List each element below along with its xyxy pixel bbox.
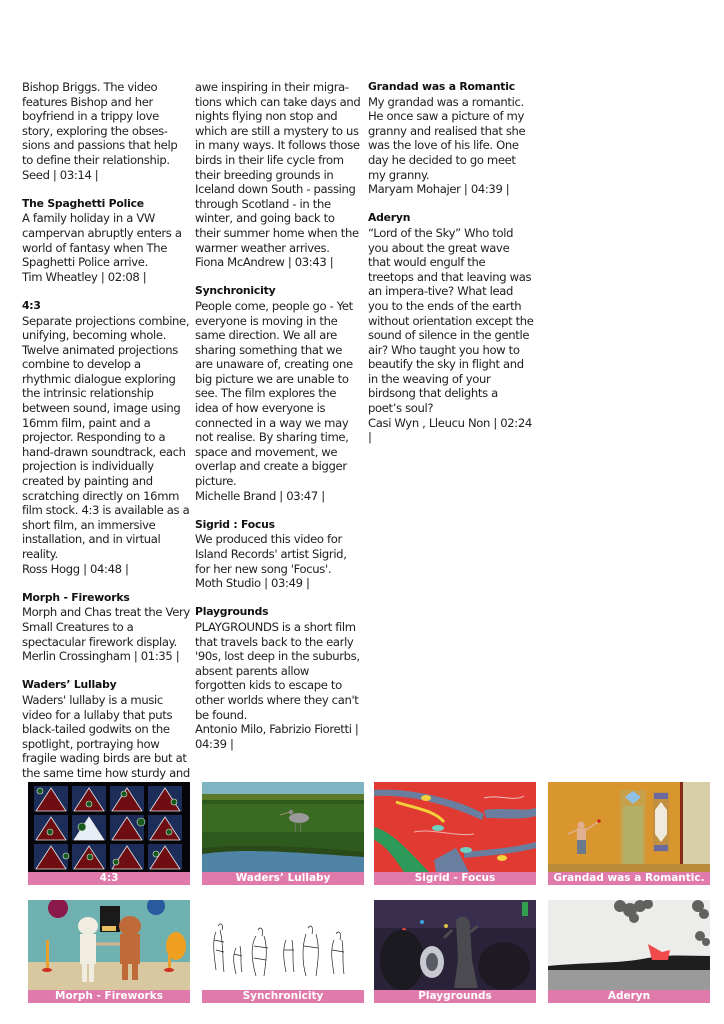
- thumbnail-synchronicity[interactable]: [202, 900, 364, 1003]
- thumbnail-image: [202, 900, 364, 990]
- thumbnail-morph-fireworks[interactable]: [28, 900, 190, 1003]
- film-entry: [22, 299, 190, 576]
- film-credit: Antonio Milo, Fabrizio Fioretti | 04:39 |: [195, 722, 359, 751]
- thumbnail-sigrid-focus[interactable]: [374, 782, 536, 885]
- text-column-1: [22, 80, 190, 795]
- film-entry: [195, 284, 361, 503]
- thumbnail-image: [548, 782, 710, 872]
- film-description: We produced this video for Island Records' artist Sigrid, for her new song 'Focus'.: [195, 532, 347, 576]
- thumbnail-label: Morph - Fireworks: [28, 990, 190, 1003]
- film-description: My grandad was a romantic. He once saw a picture of my granny and realised that she was the love of his life. One day he decided to go meet my granny.: [368, 94, 526, 182]
- film-entry: [368, 211, 534, 445]
- thumbnail-image: [28, 782, 190, 872]
- film-description: Separate projections combine, unifying, becoming whole. Twelve animated projections combine to develop a rhythmic dialogue exploring the intrinsic relationship between sound, image using 16mm film, paint and a projector. Responding to a hand-drawn soundtrack, each projection is individually created by painting and scratching directly on 16mm film stock. 4:3 is available as a short film, an immersive installation, and in virtual reality.: [22, 313, 190, 561]
- film-title: Waders’ Lullaby: [22, 678, 117, 692]
- thumbnail-playgrounds[interactable]: [374, 900, 536, 1003]
- thumbnail-label: 4:3: [28, 872, 190, 885]
- film-description: awe inspiring in their migra-tions which can take days and nights flying non stop and which are still a mystery to us in many ways. It follows those birds in their life cycle from their breeding grounds in Iceland down South - passing through Scotland - in the winter, and going back to their summer home when the warmer weather arrives.: [195, 80, 361, 255]
- film-credit: Ross Hogg | 04:48 |: [22, 561, 129, 576]
- thumbnail-label: Synchronicity: [202, 990, 364, 1003]
- film-credit: Maryam Mohajer | 04:39 |: [368, 182, 510, 197]
- film-title: Grandad was a Romantic: [368, 80, 515, 93]
- text-column-3: [368, 80, 534, 459]
- thumbnail-image: [548, 900, 710, 990]
- thumbnail-image: [374, 782, 536, 872]
- thumbnail-label: Waders’ Lullaby: [202, 872, 364, 885]
- film-title: The Spaghetti Police: [22, 196, 144, 210]
- film-description: PLAYGROUNDS is a short film that travels back to the early '90s, lost deep in the suburbs, absent parents allow forgotten kids to escape to other worlds where they can't be found.: [195, 619, 360, 722]
- text-column-2: [195, 80, 361, 766]
- film-credit: Moth Studio | 03:49 |: [195, 576, 310, 591]
- thumbnail-image: [202, 782, 364, 872]
- film-description: Bishop Briggs. The video features Bishop and her boyfriend in a trippy love story, exploring the obses-sions and passions that help to define their relationship.: [22, 80, 178, 167]
- film-title: 4:3: [22, 298, 41, 312]
- thumbnail-waders-lullaby[interactable]: [202, 782, 364, 885]
- film-title: Playgrounds: [195, 605, 269, 619]
- film-description: Morph and Chas treat the Very Small Creatures to a spectacular firework display.: [22, 605, 190, 649]
- thumbnail-label: Sigrid - Focus: [374, 872, 536, 885]
- film-description: People come, people go - Yet everyone is moving in the same direction. We all are sharing something that we are unaware of, creating one big picture we are unable to see. The film explores the idea of how everyone is connected in a way we may not realise. By sharing time, space and movement, we overlap and create a bigger picture.: [195, 298, 353, 489]
- film-description: Waders' lullaby is a music video for a lullaby that puts black-tailed godwits on the spotlight, portraying how fragile wading birds are but at the same time how sturdy and: [22, 692, 190, 780]
- thumbnail-grandad-was-a-romantic[interactable]: [548, 782, 710, 885]
- thumbnail-4-3[interactable]: [28, 782, 190, 885]
- film-description: “Lord of the Sky” Who told you about the great wave that would engulf the treetops and that leaving was an impera-tive? What lead you to the ends of the earth without orientation except the sound of silence in the gentle air? Who taught you how to beautify the sky in flight and in the weaving of your birdsong that delights a poet’s soul?: [368, 225, 534, 416]
- thumbnail-image: [28, 900, 190, 990]
- film-credit: Michelle Brand | 03:47 |: [195, 488, 325, 503]
- thumbnail-label: Grandad was a Romantic.: [548, 872, 710, 885]
- thumbnail-label: Aderyn: [548, 990, 710, 1003]
- film-title: Sigrid : Focus: [195, 517, 275, 531]
- film-title: Morph - Fireworks: [22, 590, 130, 604]
- thumbnail-image: [374, 900, 536, 990]
- film-credit: Tim Wheatley | 02:08 |: [22, 269, 147, 284]
- film-entry: [22, 678, 190, 780]
- film-credit: Casi Wyn , Lleucu Non | 02:24 |: [368, 415, 532, 445]
- film-title: Synchronicity: [195, 284, 276, 298]
- film-credit: Seed | 03:14 |: [22, 167, 99, 182]
- film-entry: [22, 591, 190, 664]
- thumbnail-label: Playgrounds: [374, 990, 536, 1003]
- film-entry: [368, 80, 534, 197]
- thumbnail-aderyn[interactable]: [548, 900, 710, 1003]
- film-credit: Fiona McAndrew | 03:43 |: [195, 255, 334, 270]
- film-entry: [195, 605, 361, 751]
- film-entry: [22, 197, 190, 285]
- film-entry: [22, 80, 190, 182]
- film-entry: [195, 518, 361, 591]
- film-description: A family holiday in a VW campervan abruptly enters a world of fantasy when The Spaghetti Police arrive.: [22, 211, 182, 270]
- film-entry: [195, 80, 361, 270]
- film-title: Aderyn: [368, 211, 411, 225]
- film-credit: Merlin Crossingham | 01:35 |: [22, 649, 180, 664]
